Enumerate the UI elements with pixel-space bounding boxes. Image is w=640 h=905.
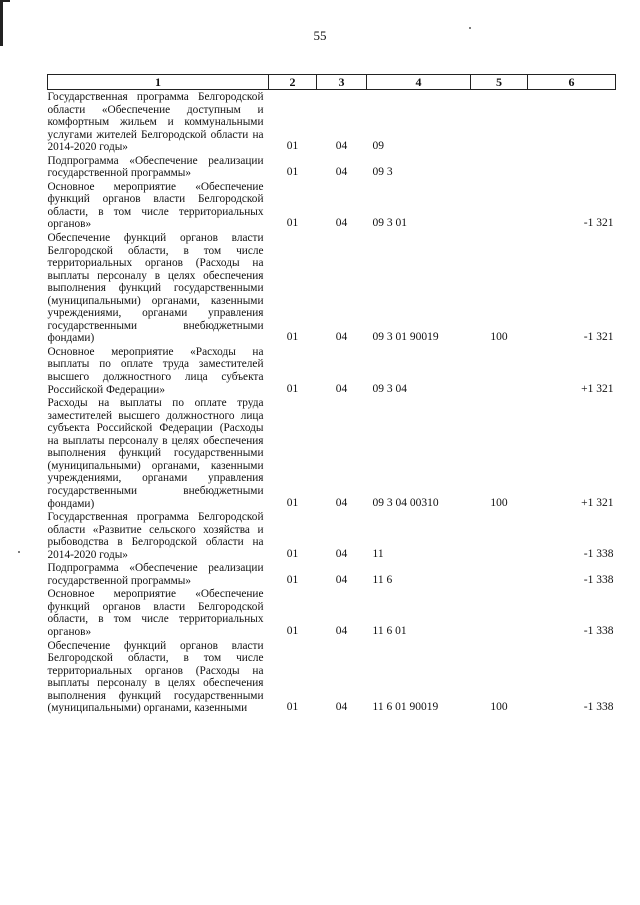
row-section: 01 bbox=[286, 166, 299, 179]
row-name: Основное мероприятие «Расходы на выплаты по оплате труда заместителей высшего должностного лица субъекта Российской Федерации» bbox=[47, 345, 264, 396]
row-amount bbox=[528, 154, 616, 180]
row-target-code: 09 3 04 bbox=[372, 382, 407, 395]
row-target-code: 11 6 01 bbox=[372, 624, 407, 637]
row-subsection: 04 bbox=[335, 496, 348, 509]
row-section: 01 bbox=[286, 382, 299, 395]
row-expense-type: 100 bbox=[490, 496, 508, 509]
row-amount: -1 338 bbox=[583, 701, 614, 714]
header-col-6: 6 bbox=[528, 75, 616, 90]
scan-speck bbox=[18, 551, 20, 553]
row-target-code: 09 3 04 00310 bbox=[372, 496, 439, 509]
row-amount: -1 338 bbox=[583, 547, 614, 560]
table-row bbox=[48, 180, 616, 231]
row-expense-type bbox=[471, 345, 528, 396]
row-amount: -1 321 bbox=[583, 217, 614, 230]
row-expense-type bbox=[471, 510, 528, 561]
row-subsection: 04 bbox=[335, 217, 348, 230]
row-amount: -1 338 bbox=[583, 624, 614, 637]
row-name: Расходы на выплаты по оплате труда заместителей высшего должностного лица субъекта Российской Федерации (Расходы на выплаты персоналу в целях обеспечения выполнения функций государственными (муниципальными) органами, казенными учреждениями, органами управления государственными внебюджетными фондами) bbox=[47, 397, 264, 510]
header-col-3: 3 bbox=[317, 75, 367, 90]
row-target-code: 11 6 01 90019 bbox=[372, 701, 439, 714]
row-section: 01 bbox=[286, 547, 299, 560]
row-subsection: 04 bbox=[335, 382, 348, 395]
row-target-code: 09 3 bbox=[372, 166, 393, 179]
row-subsection: 04 bbox=[335, 701, 348, 714]
row-amount bbox=[528, 90, 616, 154]
row-name: Государственная программа Белгородской области «Развитие сельского хозяйства и рыбоводства в Белгородской области на 2014-2020 годы» bbox=[47, 511, 264, 561]
row-subsection: 04 bbox=[335, 573, 348, 586]
row-subsection: 04 bbox=[335, 624, 348, 637]
header-row bbox=[48, 75, 616, 90]
row-amount: -1 338 bbox=[583, 573, 614, 586]
row-section: 01 bbox=[286, 331, 299, 344]
row-name: Обеспечение функций органов власти Белгородской области, в том числе территориальных органов (Расходы на выплаты персоналу в целях обеспечения выполнения функций государственными (муниципальными) органами, казенными bbox=[47, 639, 264, 715]
header-col-4: 4 bbox=[367, 75, 471, 90]
row-name: Государственная программа Белгородской области «Обеспечение доступным и комфортным жильем и коммунальными услугами жителей Белгородской области на 2014-2020 годы» bbox=[47, 91, 264, 154]
row-section: 01 bbox=[286, 701, 299, 714]
table-row bbox=[48, 587, 616, 638]
header-col-5: 5 bbox=[471, 75, 528, 90]
row-expense-type bbox=[471, 587, 528, 638]
row-name: Подпрограмма «Обеспечение реализации государственной программы» bbox=[47, 154, 264, 180]
table-header bbox=[48, 75, 616, 90]
row-amount: +1 321 bbox=[581, 382, 614, 395]
row-target-code: 11 bbox=[372, 547, 384, 560]
header-col-2: 2 bbox=[269, 75, 317, 90]
header-col-1: 1 bbox=[48, 75, 269, 90]
row-expense-type bbox=[471, 90, 528, 154]
page-number: 55 bbox=[313, 28, 327, 43]
row-subsection: 04 bbox=[335, 331, 348, 344]
table-row bbox=[48, 639, 616, 715]
scan-edge-tick bbox=[0, 0, 10, 2]
table-row bbox=[48, 154, 616, 180]
row-amount: +1 321 bbox=[581, 496, 614, 509]
row-section: 01 bbox=[286, 496, 299, 509]
table-row bbox=[48, 396, 616, 510]
row-target-code: 09 bbox=[372, 140, 384, 153]
row-subsection: 04 bbox=[335, 547, 348, 560]
row-expense-type bbox=[471, 180, 528, 231]
table-row bbox=[48, 345, 616, 396]
row-section: 01 bbox=[286, 140, 299, 153]
row-amount: -1 321 bbox=[583, 331, 614, 344]
row-name: Основное мероприятие «Обеспечение функций органов власти Белгородской области, в том числе территориальных органов» bbox=[47, 588, 264, 638]
row-expense-type bbox=[471, 154, 528, 180]
row-name: Подпрограмма «Обеспечение реализации государственной программы» bbox=[47, 562, 264, 587]
row-expense-type: 100 bbox=[490, 331, 508, 344]
row-target-code: 11 6 bbox=[372, 573, 393, 586]
table-row bbox=[48, 561, 616, 587]
row-section: 01 bbox=[286, 573, 299, 586]
row-expense-type bbox=[471, 561, 528, 587]
table-body bbox=[48, 90, 616, 715]
row-section: 01 bbox=[286, 217, 299, 230]
table-row bbox=[48, 510, 616, 561]
row-subsection: 04 bbox=[335, 166, 348, 179]
row-target-code: 09 3 01 bbox=[372, 217, 407, 230]
row-name: Обеспечение функций органов власти Белгородской области, в том числе территориальных органов (Расходы на выплаты персоналу в целях обеспечения выполнения функций государственными (муниципальными) органами, казенными учреждениями, органами управления государственными внебюджетными фондами) bbox=[47, 232, 264, 345]
row-subsection: 04 bbox=[335, 140, 348, 153]
table-row bbox=[48, 90, 616, 154]
row-expense-type: 100 bbox=[490, 701, 508, 714]
budget-table bbox=[47, 74, 616, 715]
table-row bbox=[48, 231, 616, 345]
row-target-code: 09 3 01 90019 bbox=[372, 331, 439, 344]
row-name: Основное мероприятие «Обеспечение функций органов власти Белгородской области, в том числе территориальных органов» bbox=[47, 180, 264, 231]
row-section: 01 bbox=[286, 624, 299, 637]
